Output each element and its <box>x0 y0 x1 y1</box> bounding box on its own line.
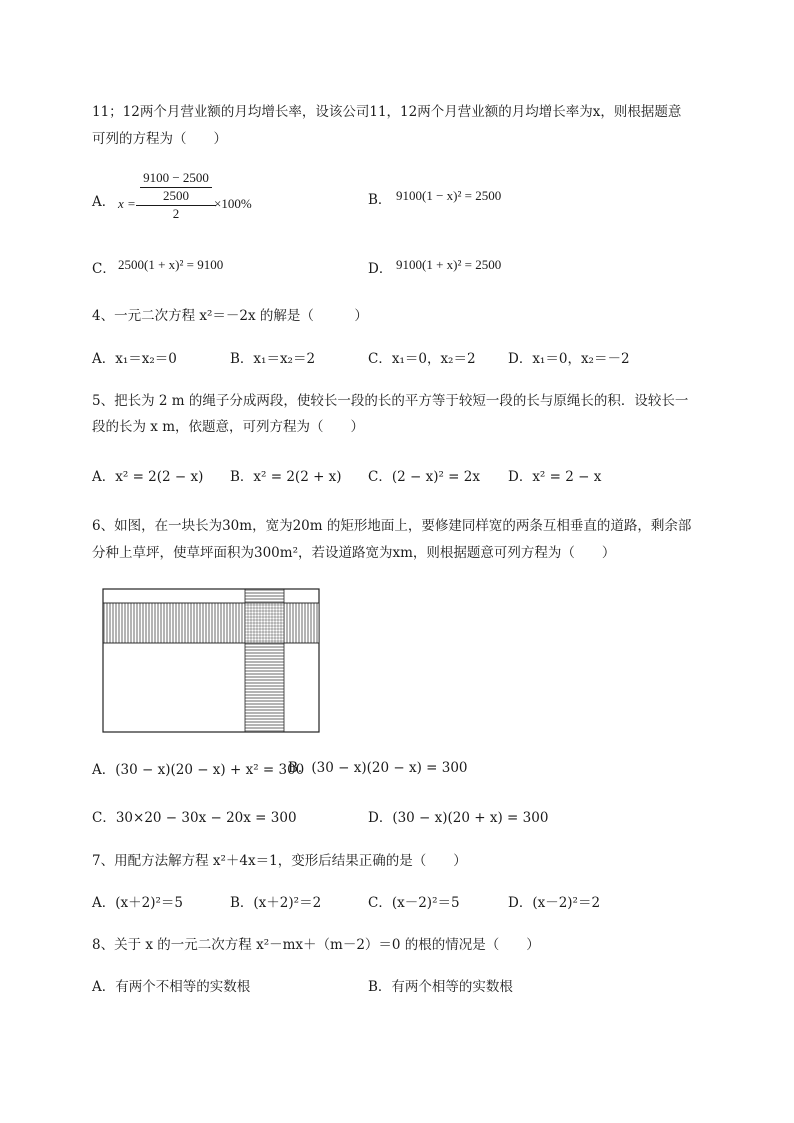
q3-option-b-label: B． <box>368 192 392 208</box>
q5-option-c: C．(2 − x)² = 2x <box>368 469 480 485</box>
q3-option-a-suffix: ×100% <box>214 196 252 211</box>
q3-option-a-inner-denominator: 2500 <box>163 188 189 203</box>
q4-stem: 4、一元二次方程 x²＝－2x 的解是（ ） <box>92 308 368 324</box>
q7-option-c: C．(x－2)²＝5 <box>368 895 460 911</box>
road-intersection <box>245 603 284 643</box>
q3-option-b-expr: 9100(1 − x)² = 2500 <box>396 188 502 203</box>
q4-option-c: C．x₁＝0，x₂＝2 <box>368 351 476 367</box>
q6-stem-line1: 6、如图，在一块长为30m，宽为20m 的矩形地面上，要修建同样宽的两条互相垂直的道路，剩余部 <box>92 518 692 534</box>
q7-option-b: B．(x＋2)²＝2 <box>230 895 322 911</box>
q3-option-a-fraction <box>136 170 216 222</box>
q3-option-a-numerator: 9100 − 2500 <box>143 170 209 185</box>
q8-stem: 8、关于 x 的一元二次方程 x²－mx＋（m－2）＝0 的根的情况是（ ） <box>92 937 540 953</box>
q3-option-a-denominator: 2 <box>172 206 180 221</box>
q5-option-b: B．x² = 2(2 + x) <box>230 469 342 485</box>
q6-option-a: A．(30 − x)(20 − x) + x² = 300 <box>92 762 305 778</box>
q5-option-a: A．x² = 2(2 − x) <box>92 469 204 485</box>
q5-stem-line2: 段的长为 x m，依题意，可列方程为（ ） <box>92 419 364 435</box>
q6-option-d: D．(30 − x)(20 + x) = 300 <box>368 810 549 826</box>
q7-stem: 7、用配方法解方程 x²＋4x＝1，变形后结果正确的是（ ） <box>92 853 467 869</box>
q3-option-c-expr: 2500(1 + x)² = 9100 <box>118 257 224 272</box>
q3-option-a-label: A． <box>92 194 116 210</box>
q3-option-a-lhs: x = <box>118 196 136 211</box>
q8-option-a: A．有两个不相等的实数根 <box>92 979 251 995</box>
q6-option-b: B．(30 − x)(20 − x) = 300 <box>288 760 468 776</box>
q3-option-d-label: D． <box>368 261 393 277</box>
q7-option-a: A．(x＋2)²＝5 <box>92 895 183 911</box>
q4-option-a: A．x₁＝x₂＝0 <box>92 351 177 367</box>
q4-option-b: B．x₁＝x₂＝2 <box>230 351 316 367</box>
q6-stem-line2: 分种上草坪，使草坪面积为300m²，若设道路宽为xm，则根据题意可列方程为（ ） <box>92 545 616 561</box>
q6-option-c: C．30×20 − 30x − 20x = 300 <box>92 810 297 826</box>
q3-option-d-expr: 9100(1 + x)² = 2500 <box>396 257 502 272</box>
q3-stem-line1: 11；12两个月营业额的月均增长率，设该公司11，12两个月营业额的月均增长率为x，则根据题意 <box>92 104 682 120</box>
horizontal-road <box>103 603 319 643</box>
q7-option-d: D．(x－2)²＝2 <box>508 895 601 911</box>
q5-stem-line1: 5、把长为 2 m 的绳子分成两段，使较长一段的长的平方等于较短一段的长与原绳长的积．设较长一 <box>92 393 689 409</box>
q3-option-c-label: C． <box>92 261 116 277</box>
q3-stem-line2: 可列的方程为（ ） <box>92 131 227 147</box>
q8-option-b: B．有两个相等的实数根 <box>368 979 513 995</box>
road-diagram <box>100 586 324 736</box>
q5-option-d: D．x² = 2 − x <box>508 469 602 485</box>
q4-option-d: D．x₁＝0，x₂＝－2 <box>508 351 630 367</box>
